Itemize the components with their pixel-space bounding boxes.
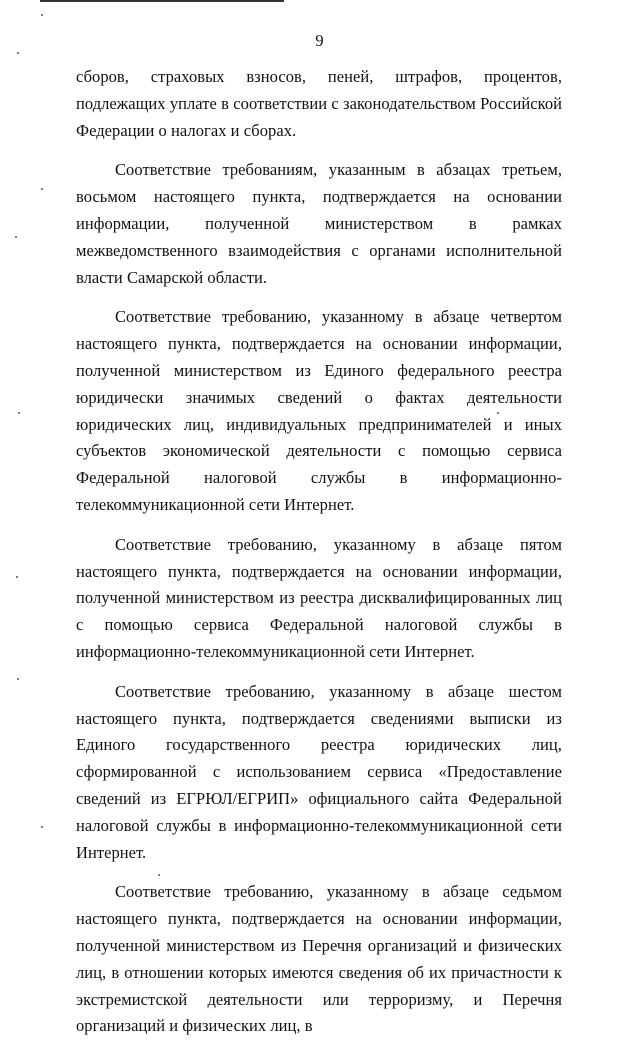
document-body (76, 64, 562, 1053)
scan-speck (15, 236, 17, 238)
scan-speck (41, 14, 43, 16)
scan-speck (17, 52, 19, 54)
scan-speck (16, 576, 18, 578)
scan-top-border (40, 0, 284, 2)
scan-speck (17, 678, 19, 680)
paragraph-4: Соответствие требованию, указанному в абзаце пятом настоящего пункта, подтверждается на основании информации, полученной министерством из реестра дисквалифицированных лиц с помощью сервиса Федеральной налоговой службы в информационно-телекоммуникационной сети Интернет. (76, 534, 562, 661)
paragraph-5: Соответствие требованию, указанному в абзаце шестом настоящего пункта, подтверждается сведениями выписки из Единого государственного реестра юридических лиц, сформированной с использованием сервиса «Предоставление сведений из ЕГРЮЛ/ЕГРИП» официального сайта Федеральной налоговой службы в информационно-телекоммуникационной сети Интернет. (76, 681, 562, 862)
scan-speck (41, 826, 43, 828)
paragraph-2: Соответствие требованиям, указанным в абзацах третьем, восьмом настоящего пункта, подтверждается на основании информации, полученной министерством в рамках межведомственного взаимодействия с органами исполнительной власти Самарской области. (76, 160, 562, 287)
scan-speck (18, 412, 20, 414)
scan-speck (41, 188, 43, 190)
paragraph-6: Соответствие требованию, указанному в абзаце седьмом настоящего пункта, подтверждается на основании информации, полученной министерством из Перечня организаций и физических лиц, в отношении которых имеются сведения об их причастности к экстремистской деятельности или терроризму, и Перечня организаций и физических лиц, в (76, 882, 562, 1036)
paragraph-1: сборов, страховых взносов, пеней, штрафов, процентов, подлежащих уплате в соответствии с законодательством Российской Федерации о налогах и сборах. (76, 67, 562, 140)
page-number: 9 (315, 31, 324, 50)
paragraph-3: Соответствие требованию, указанному в абзаце четвертом настоящего пункта, подтверждается на основании информации, полученной министерством из Единого федерального реестра юридически значимых сведений о фактах деятельности юридических лиц, индивидуальных предпринимателей и иных субъектов экономической деятельности с помощью сервиса Федеральной налоговой службы в информационно-телекоммуникационной сети Интернет. (76, 307, 562, 514)
